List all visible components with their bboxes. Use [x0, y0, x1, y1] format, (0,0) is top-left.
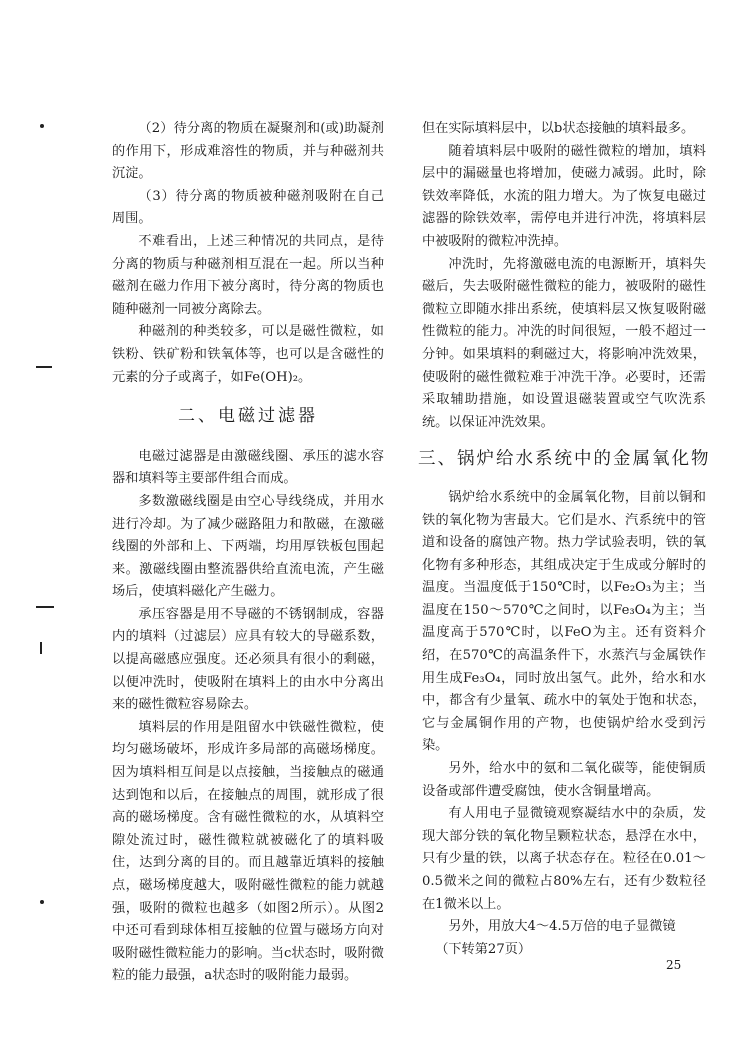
margin-mark — [40, 642, 42, 654]
paragraph: 种磁剂的种类较多，可以是磁性微粒，如铁粉、铁矿粉和铁氧体等，也可以是含磁性的元素的分子或离子，如Fe(OH)₂。 — [112, 324, 384, 385]
left-column — [112, 118, 384, 988]
paragraph: 冲洗时，先将激磁电流的电源断开，填料失磁后，失去吸附磁性微粒的能力，被吸附的磁性微粒立即随水排出系统，使填料层又恢复吸附磁性微粒的能力。冲洗的时间很短，一般不超过一分钟。如果填料的剩磁过大，将影响冲洗效果，使吸附的磁性微粒难于冲洗干净。必要时，还需采取辅助措施，如设置退磁装置或空气吹洗系统。以保证冲洗效果。 — [422, 256, 706, 430]
paragraph: 另外，给水中的氨和二氧化碳等，能使铜质设备或部件遭受腐蚀，使水含铜量增高。 — [422, 761, 706, 799]
paragraph: 不难看出，上述三种情况的共同点，是待分离的物质与种磁剂相互混在一起。所以当种磁剂在磁力作用下被分离时，待分离的物质也随种磁剂一同被分离除去。 — [112, 233, 384, 317]
paragraph: 有人用电子显微镜观察凝结水中的杂质，发现大部分铁的氧化物呈颗粒状态，悬浮在水中，只有少量的铁，以离子状态存在。粒径在0.01～0.5微米之间的微粒占80%左右，还有少数粒径在1微米以上。 — [422, 806, 706, 912]
paragraph: 随着填料层中吸附的磁性微粒的增加，填料层中的漏磁量也将增加，使磁力减弱。此时，除铁效率降低，水流的阻力增大。为了恢复电磁过滤器的除铁效率，需停电并进行冲洗，将填料层中被吸附的微粒冲洗掉。 — [422, 143, 706, 249]
margin-mark — [40, 900, 44, 904]
right-column — [418, 118, 711, 961]
continued-note: （下转第27页） — [435, 941, 532, 957]
paragraph: 多数激磁线圈是由空心导线绕成，并用水进行冷却。为了减少磁路阻力和散磁，在激磁线圈的外部和上、下两端，均用厚铁板包围起来。激磁线圈由整流器供给直流电流，产生磁场后，使填料磁化产生磁力。 — [112, 493, 384, 600]
margin-mark — [40, 124, 44, 128]
page-number: 25 — [666, 958, 682, 972]
margin-mark — [36, 606, 54, 608]
section-heading: 二、电磁过滤器 — [178, 406, 318, 427]
paragraph: （2）待分离的物质在凝聚剂和(或)助凝剂的作用下，形成难溶性的物质，并与种磁剂共沉淀。 — [112, 121, 384, 182]
margin-mark — [36, 366, 52, 368]
paragraph: 承压容器是用不导磁的不锈钢制成，容器内的填料（过滤层）应具有较大的导磁系数，以提高磁感应强度。还必须具有很小的剩磁，以便冲洗时，使吸附在填料上的由水中分离出来的磁性微粒容易除去。 — [112, 606, 384, 713]
section-heading: 三、锅炉给水系统中的金属氧化物 — [418, 449, 711, 470]
paragraph: 另外，用放大4～4.5万倍的电子显微镜 — [448, 919, 676, 935]
paragraph: （3）待分离的物质被种磁剂吸附在自己周围。 — [112, 188, 384, 227]
paragraph: 填料层的作用是阻留水中铁磁性微粒，使均匀磁场破坏，形成许多局部的高磁场梯度。因为填料相互间是以点接触，当接触点的磁通达到饱和以后，在接触点的周围，就形成了很高的磁场梯度。含有磁性微粒的水，从填料空隙处流过时，磁性微粒就被磁化了的填料吸住，达到分离的目的。而且越靠近填料的接触点，磁场梯度越大，吸附磁性微粒的能力就越强，吸附的微粒也越多（如图2所示）。从图2中还可看到球体相互接触的位置与磁场方向对吸附磁性微粒能力的影响。当c状态时，吸附微粒的能力最强，a状态时的吸附能力最弱。 — [112, 719, 384, 984]
paragraph-continuation: 但在实际填料层中，以b状态接触的填料最多。 — [422, 121, 695, 136]
paragraph: 锅炉给水系统中的金属氧化物，目前以铜和铁的氧化物为害最大。它们是水、汽系统中的管道和设备的腐蚀产物。热力学试验表明，铁的氧化物有多种形态，其组成决定于生成或分解时的温度。当温度低于150℃时，以Fe₂O₃为主；当温度在150～570℃之间时，以Fe₃O₄为主；当温度高于570℃时，以FeO为主。还有资料介绍，在570℃的高温条件下，水蒸汽与金属铁作用生成Fe₃O₄，同时放出氢气。此外，给水和水中，都含有少量氧、疏水中的氧处于饱和状态，它与金属铜作用的产物，也使锅炉给水受到污染。 — [422, 489, 706, 754]
paragraph: 电磁过滤器是由激磁线圈、承压的滤水容器和填料等主要部件组合而成。 — [112, 448, 384, 487]
